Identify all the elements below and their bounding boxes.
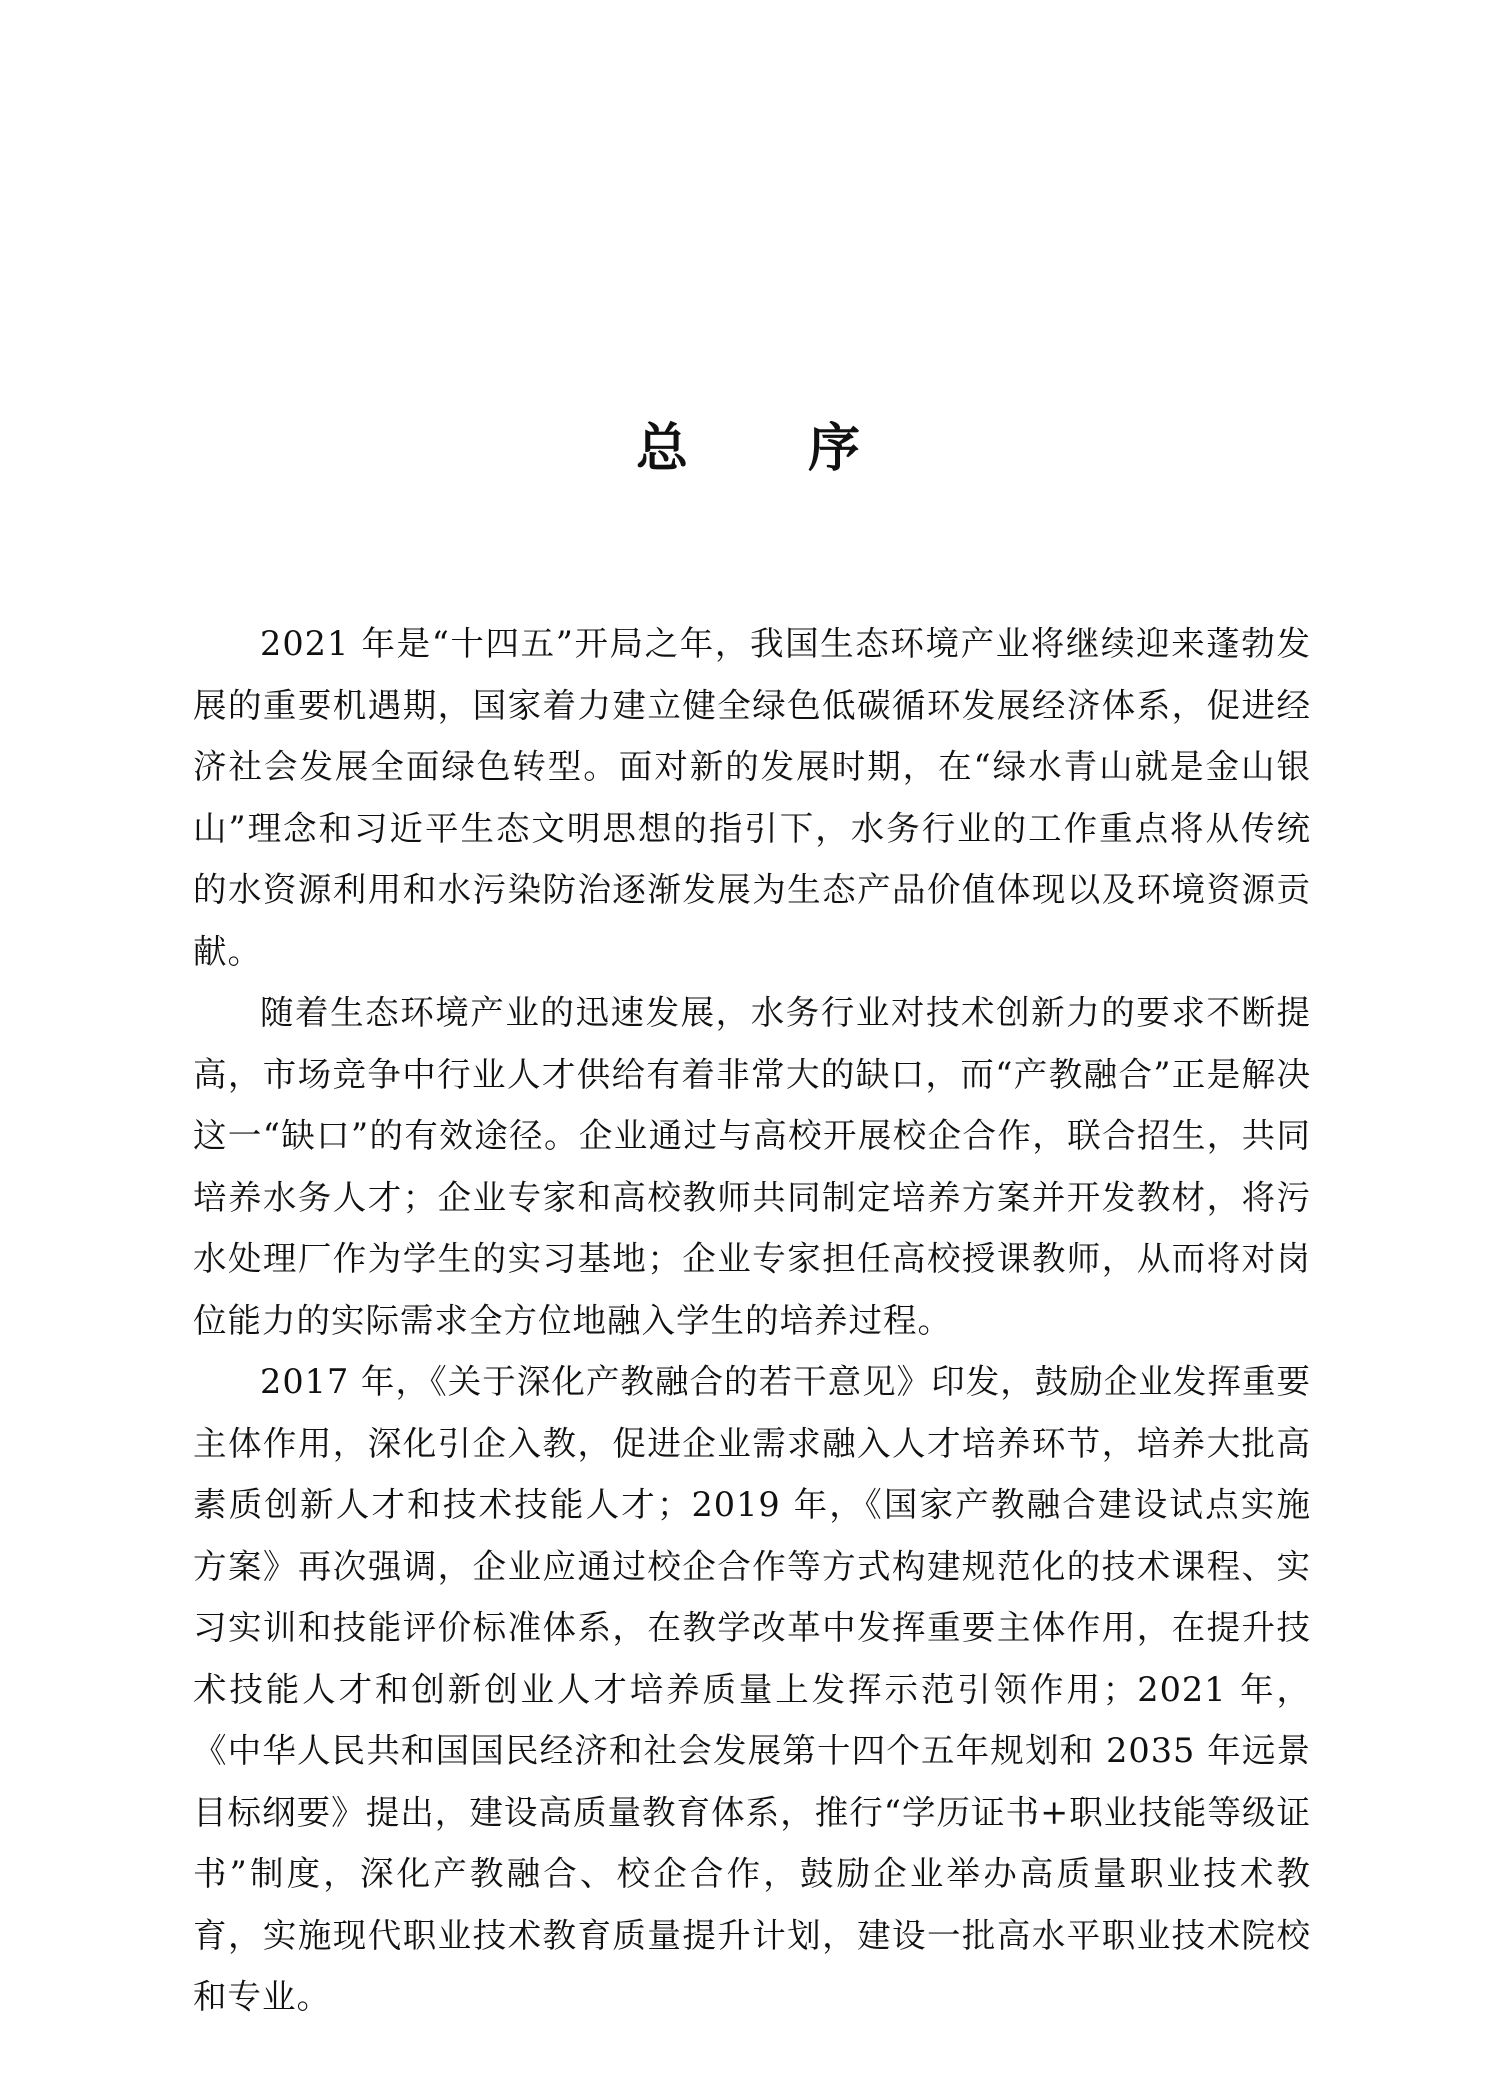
- paragraph-2: 随着生态环境产业的迅速发展，水务行业对技术创新力的要求不断提高，市场竞争中行业人才供给有着非常大的缺口，而“产教融合”正是解决这一“缺口”的有效途径。企业通过与高校开展校企合作，联合招生，共同培养水务人才；企业专家和高校教师共同制定培养方案并开发教材，将污水处理厂作为学生的实习基地；企业专家担任高校授课教师，从而将对岗位能力的实际需求全方位地融入学生的培养过程。: [193, 993, 1311, 1340]
- paragraph-3: 2017 年，《关于深化产教融合的若干意见》印发，鼓励企业发挥重要主体作用，深化引企入教，促进企业需求融入人才培养环节，培养大批高素质创新人才和技术技能人才；2019 年，《国家产教融合建设试点实施方案》再次强调，企业应通过校企合作等方式构建规范化的技术课程、实习实训和技能评价标准体系，在教学改革中发挥重要主体作用，在提升技术技能人才和创新创业人才培养质量上发挥示范引领作用；2021 年，《中华人民共和国国民经济和社会发展第十四个五年规划和 2035 年远景目标纲要》提出，建设高质量教育体系，推行“学历证书+职业技能等级证书”制度，深化产教融合、校企合作，鼓励企业举办高质量职业技术教育，实施现代职业技术教育质量提升计划，建设一批高水平职业技术院校和专业。: [193, 1362, 1311, 2016]
- body-text: [193, 613, 1311, 2028]
- page-title: 总 序: [635, 418, 894, 479]
- paragraph-1: 2021 年是“十四五”开局之年，我国生态环境产业将继续迎来蓬勃发展的重要机遇期，国家着力建立健全绿色低碳循环发展经济体系，促进经济社会发展全面绿色转型。面对新的发展时期，在“绿水青山就是金山银山”理念和习近平生态文明思想的指引下，水务行业的工作重点将从传统的水资源利用和水污染防治逐渐发展为生态产品价值体现以及环境资源贡献。: [193, 624, 1311, 971]
